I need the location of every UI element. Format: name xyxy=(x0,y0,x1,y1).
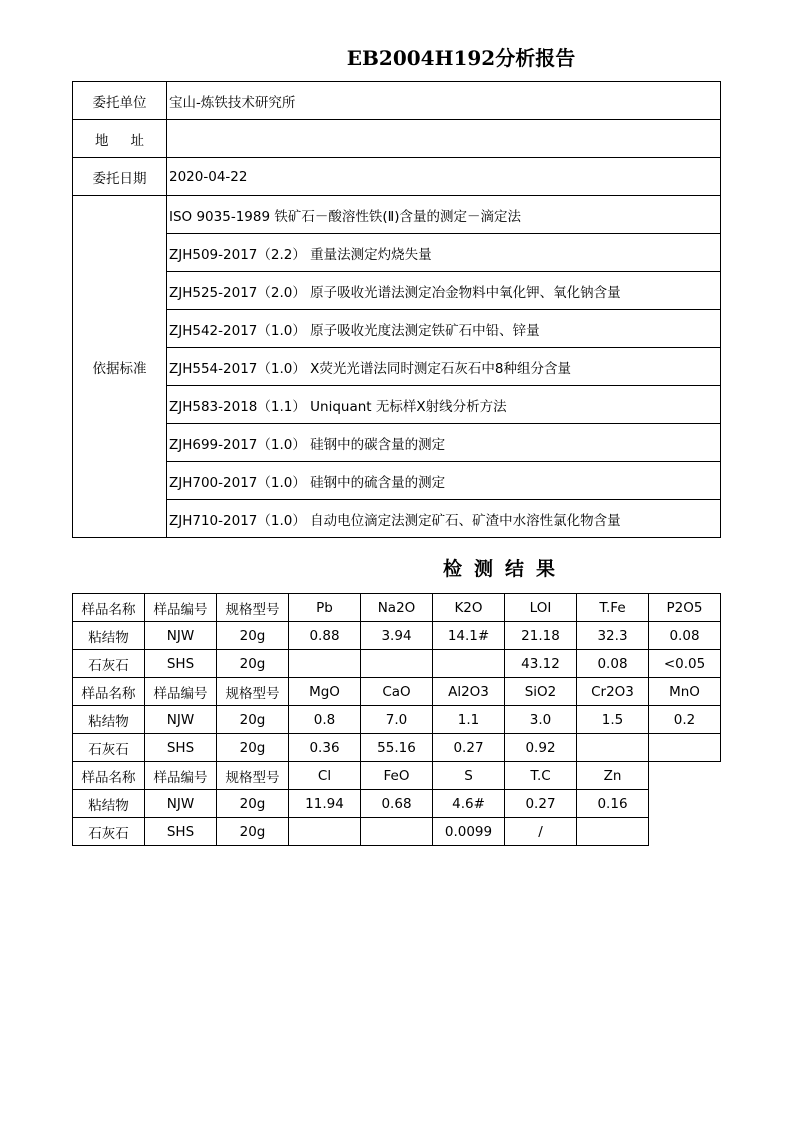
results-cell: 石灰石 xyxy=(73,818,145,846)
results-cell: 0.36 xyxy=(289,734,361,762)
address-row xyxy=(73,120,721,158)
results-header-cell: Cr2O3 xyxy=(577,678,649,706)
results-header-cell: 规格型号 xyxy=(217,594,289,622)
results-cell: 粘结物 xyxy=(73,790,145,818)
results-cell xyxy=(577,818,649,846)
results-header-cell: P2O5 xyxy=(649,594,721,622)
standard-row xyxy=(73,386,721,424)
results-header-cell: FeO xyxy=(361,762,433,790)
results-header-cell: 样品编号 xyxy=(145,762,217,790)
results-table xyxy=(72,593,721,846)
standard-item: ZJH699-2017（1.0） 硅钢中的碳含量的测定 xyxy=(167,424,721,462)
client-label: 委托单位 xyxy=(73,82,167,120)
standard-row xyxy=(73,348,721,386)
results-cell: 3.94 xyxy=(361,622,433,650)
results-cell: 0.08 xyxy=(649,622,721,650)
results-cell: 1.1 xyxy=(433,706,505,734)
results-data-row xyxy=(73,790,721,818)
results-header-cell xyxy=(649,762,721,790)
address-label: 地址 xyxy=(73,120,167,158)
standard-row xyxy=(73,462,721,500)
results-cell xyxy=(289,818,361,846)
results-cell: <0.05 xyxy=(649,650,721,678)
results-cell: 21.18 xyxy=(505,622,577,650)
results-cell: SHS xyxy=(145,734,217,762)
standards-label: 依据标准 xyxy=(73,196,167,538)
results-cell xyxy=(361,650,433,678)
results-header-cell: 规格型号 xyxy=(217,678,289,706)
results-cell: 20g xyxy=(217,790,289,818)
results-cell: 20g xyxy=(217,818,289,846)
results-cell: 0.88 xyxy=(289,622,361,650)
results-cell: 粘结物 xyxy=(73,622,145,650)
standard-item: ZJH509-2017（2.2） 重量法测定灼烧失量 xyxy=(167,234,721,272)
results-cell xyxy=(289,650,361,678)
results-header-row xyxy=(73,594,721,622)
results-header-cell: Na2O xyxy=(361,594,433,622)
standard-item: ZJH542-2017（1.0） 原子吸收光度法测定铁矿石中铅、锌量 xyxy=(167,310,721,348)
results-header-cell: Cl xyxy=(289,762,361,790)
results-cell: SHS xyxy=(145,818,217,846)
results-data-row xyxy=(73,650,721,678)
results-cell: 55.16 xyxy=(361,734,433,762)
results-cell: 3.0 xyxy=(505,706,577,734)
results-cell: 43.12 xyxy=(505,650,577,678)
results-cell: 32.3 xyxy=(577,622,649,650)
standard-row xyxy=(73,424,721,462)
date-row xyxy=(73,158,721,196)
standard-item: ZJH710-2017（1.0） 自动电位滴定法测定矿石、矿渣中水溶性氯化物含量 xyxy=(167,500,721,538)
results-header-cell: 样品名称 xyxy=(73,678,145,706)
results-cell xyxy=(361,818,433,846)
results-cell: 0.27 xyxy=(505,790,577,818)
standard-item: ZJH554-2017（1.0） X荧光光谱法同时测定石灰石中8种组分含量 xyxy=(167,348,721,386)
report-title: EB2004H192分析报告 xyxy=(346,46,576,70)
standard-item: ZJH700-2017（1.0） 硅钢中的硫含量的测定 xyxy=(167,462,721,500)
results-header-cell: Pb xyxy=(289,594,361,622)
results-header-cell: SiO2 xyxy=(505,678,577,706)
results-data-row xyxy=(73,734,721,762)
results-header-row xyxy=(73,762,721,790)
standard-item: ZJH525-2017（2.0） 原子吸收光谱法测定冶金物料中氧化钾、氧化钠含量 xyxy=(167,272,721,310)
results-cell: 0.92 xyxy=(505,734,577,762)
results-header-cell: LOI xyxy=(505,594,577,622)
client-row xyxy=(73,82,721,120)
standard-row xyxy=(73,272,721,310)
results-data-row xyxy=(73,622,721,650)
info-table xyxy=(72,81,721,538)
results-cell: 0.8 xyxy=(289,706,361,734)
results-header-cell: MgO xyxy=(289,678,361,706)
results-cell: 20g xyxy=(217,706,289,734)
results-data-row xyxy=(73,706,721,734)
results-header-cell: K2O xyxy=(433,594,505,622)
standard-row xyxy=(73,500,721,538)
results-title: 检测结果 xyxy=(442,558,567,580)
results-cell xyxy=(577,734,649,762)
results-cell: 14.1# xyxy=(433,622,505,650)
standard-row xyxy=(73,196,721,234)
results-header-cell: Al2O3 xyxy=(433,678,505,706)
client-value: 宝山-炼铁技术研究所 xyxy=(167,82,721,120)
results-cell: 0.27 xyxy=(433,734,505,762)
results-cell: NJW xyxy=(145,790,217,818)
results-cell: 0.68 xyxy=(361,790,433,818)
results-header-cell: 规格型号 xyxy=(217,762,289,790)
results-header-cell: Zn xyxy=(577,762,649,790)
results-cell xyxy=(433,650,505,678)
results-cell: / xyxy=(505,818,577,846)
results-cell: 1.5 xyxy=(577,706,649,734)
results-cell: 0.08 xyxy=(577,650,649,678)
standard-item: ZJH583-2018（1.1） Uniquant 无标样X射线分析方法 xyxy=(167,386,721,424)
results-cell: 0.2 xyxy=(649,706,721,734)
results-cell: NJW xyxy=(145,622,217,650)
results-cell: 0.16 xyxy=(577,790,649,818)
results-cell: 20g xyxy=(217,734,289,762)
results-header-cell: 样品名称 xyxy=(73,762,145,790)
results-cell: 20g xyxy=(217,622,289,650)
results-header-cell: CaO xyxy=(361,678,433,706)
results-cell: 7.0 xyxy=(361,706,433,734)
results-data-row xyxy=(73,818,721,846)
date-label: 委托日期 xyxy=(73,158,167,196)
results-cell: 石灰石 xyxy=(73,650,145,678)
results-cell xyxy=(649,734,721,762)
results-header-cell: 样品名称 xyxy=(73,594,145,622)
results-header-cell: 样品编号 xyxy=(145,678,217,706)
standard-row xyxy=(73,310,721,348)
results-header-cell: T.C xyxy=(505,762,577,790)
results-cell: 0.0099 xyxy=(433,818,505,846)
results-cell: NJW xyxy=(145,706,217,734)
results-cell: 11.94 xyxy=(289,790,361,818)
results-cell: 石灰石 xyxy=(73,734,145,762)
results-cell xyxy=(649,818,721,846)
results-header-cell: S xyxy=(433,762,505,790)
address-value xyxy=(167,120,721,158)
results-cell: 粘结物 xyxy=(73,706,145,734)
results-header-cell: T.Fe xyxy=(577,594,649,622)
standard-row xyxy=(73,234,721,272)
results-cell: 20g xyxy=(217,650,289,678)
date-value: 2020-04-22 xyxy=(167,158,721,196)
results-cell: 4.6# xyxy=(433,790,505,818)
results-cell: SHS xyxy=(145,650,217,678)
results-header-row xyxy=(73,678,721,706)
results-header-cell: MnO xyxy=(649,678,721,706)
standard-item: ISO 9035-1989 铁矿石－酸溶性铁(Ⅱ)含量的测定－滴定法 xyxy=(167,196,721,234)
results-cell xyxy=(649,790,721,818)
results-header-cell: 样品编号 xyxy=(145,594,217,622)
